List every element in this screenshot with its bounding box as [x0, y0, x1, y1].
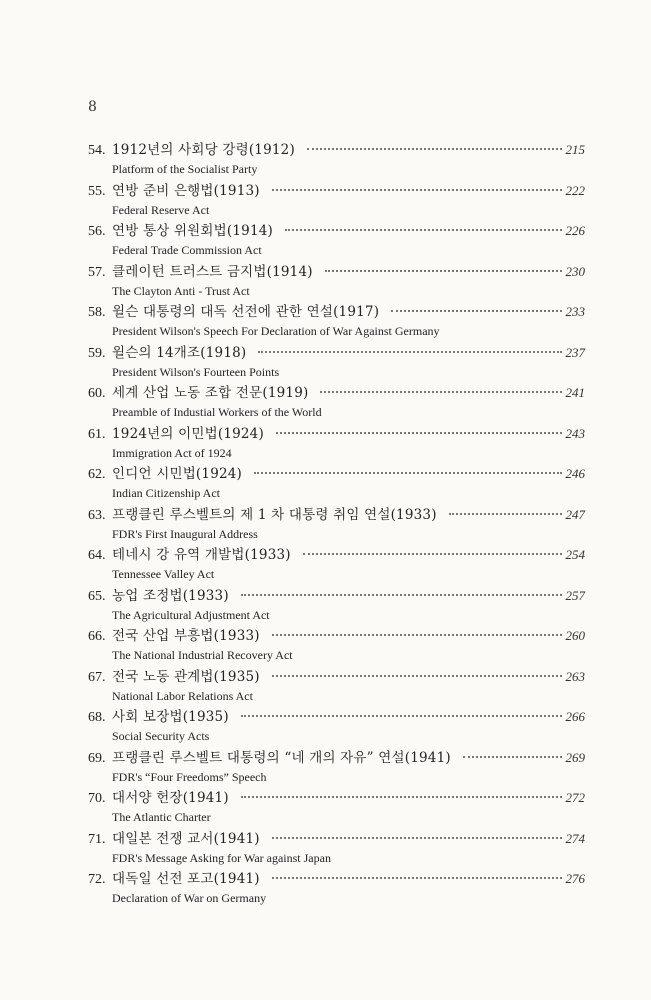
entry-english-title: The Agricultural Adjustment Act — [112, 607, 270, 622]
entry-number: 58. — [88, 305, 106, 320]
entry-korean-title: 대서양 헌장(1941) — [112, 790, 229, 806]
entry-number: 63. — [88, 507, 106, 523]
dot-leader — [303, 553, 562, 555]
toc-entry — [88, 746, 585, 787]
entry-korean-title: 연방 통상 위원회법(1914) — [112, 223, 274, 239]
toc-entry — [88, 665, 585, 706]
entry-korean-title: 테네시 강 유역 개발법(1933) — [112, 547, 291, 563]
entry-page: 269 — [565, 749, 585, 765]
entry-page: 276 — [565, 871, 585, 886]
entry-english-title: National Labor Relations Act — [112, 688, 253, 703]
dot-leader — [272, 189, 562, 191]
toc-entry — [88, 543, 585, 584]
entry-korean-title: 인디언 시민법(1924) — [112, 466, 243, 482]
table-of-contents — [88, 138, 585, 908]
dot-leader — [285, 229, 561, 231]
dot-leader — [258, 351, 561, 353]
toc-title-line — [88, 705, 585, 728]
entry-page: 263 — [565, 668, 585, 684]
entry-korean-title: 전국 산업 부흥법(1933) — [112, 628, 260, 644]
dot-leader — [272, 675, 562, 677]
entry-number: 72. — [88, 872, 106, 887]
page-number: 8 — [88, 99, 97, 115]
dot-leader — [320, 391, 561, 393]
entry-english-title: Preamble of Industial Workers of the World — [112, 405, 322, 419]
entry-english-title: Indian Citizenship Act — [112, 486, 220, 500]
entry-number: 56. — [88, 224, 106, 239]
entry-korean-title: 프랭클린 루스벨트의 제 1 차 대통령 취임 연설(1933) — [112, 506, 437, 523]
entry-number: 55. — [88, 183, 106, 199]
toc-title-line — [88, 746, 585, 769]
toc-title-line — [88, 219, 585, 242]
entry-english-title: The National Industrial Recovery Act — [112, 648, 293, 662]
entry-english-title: Declaration of War on Germany — [112, 891, 267, 905]
toc-entry — [88, 300, 585, 341]
entry-korean-title: 클레이턴 트러스트 금지법(1914) — [112, 263, 313, 280]
entry-page: 230 — [565, 263, 585, 279]
toc-entry — [88, 867, 585, 908]
dot-leader — [276, 432, 562, 434]
dot-leader — [391, 310, 561, 312]
toc-entry — [88, 786, 585, 827]
toc-title-line — [88, 462, 585, 485]
toc-entry — [88, 827, 585, 868]
toc-title-line — [88, 341, 585, 364]
entry-english-title: Social Security Acts — [112, 729, 210, 743]
entry-number: 57. — [88, 264, 106, 280]
entry-english-title: President Wilson's Speech For Declaration of War Against Germany — [112, 324, 440, 338]
entry-page: 241 — [565, 385, 585, 400]
dot-leader — [272, 837, 562, 839]
toc-entry — [88, 138, 585, 179]
entry-page: 215 — [565, 142, 585, 157]
entry-page: 254 — [565, 547, 585, 562]
entry-korean-title: 프랭클린 루스벨트 대통령의 “네 개의 자유” 연설(1941) — [112, 749, 451, 766]
toc-title-line — [88, 665, 585, 688]
entry-korean-title: 농업 조정법(1933) — [112, 587, 229, 604]
toc-entry — [88, 260, 585, 301]
entry-number: 62. — [88, 467, 106, 482]
entry-english-title: FDR's “Four Freedoms” Speech — [112, 769, 267, 784]
entry-english-title: The Clayton Anti - Trust Act — [112, 283, 250, 298]
toc-entry — [88, 219, 585, 260]
toc-title-line — [88, 786, 585, 809]
entry-page: 247 — [565, 506, 585, 522]
toc-title-line — [88, 260, 585, 283]
toc-entry — [88, 462, 585, 503]
entry-number: 68. — [88, 710, 106, 725]
entry-page: 246 — [565, 466, 585, 481]
toc-title-line — [88, 179, 585, 202]
dot-leader — [272, 877, 562, 879]
toc-title-line — [88, 624, 585, 647]
dot-leader — [463, 756, 562, 758]
toc-title-line — [88, 543, 585, 566]
entry-number: 69. — [88, 750, 106, 766]
toc-entry — [88, 422, 585, 463]
entry-number: 67. — [88, 669, 106, 685]
entry-page: 266 — [565, 709, 585, 724]
entry-english-title: Federal Trade Commission Act — [112, 243, 262, 257]
entry-korean-title: 1924년의 이민법(1924) — [112, 425, 264, 442]
entry-korean-title: 대일본 전쟁 교서(1941) — [112, 830, 260, 847]
toc-entry — [88, 624, 585, 665]
entry-english-title: Federal Reserve Act — [112, 202, 210, 217]
toc-entry — [88, 705, 585, 746]
entry-english-title: Platform of the Socialist Party — [112, 162, 258, 176]
toc-title-line — [88, 300, 585, 323]
dot-leader — [307, 148, 562, 150]
dot-leader — [254, 472, 561, 474]
toc-entry — [88, 341, 585, 382]
toc-title-line — [88, 867, 585, 890]
entry-korean-title: 대독일 선전 포고(1941) — [112, 871, 260, 887]
entry-page: 272 — [565, 790, 585, 805]
entry-number: 71. — [88, 831, 106, 847]
entry-korean-title: 연방 준비 은행법(1913) — [112, 182, 260, 199]
entry-english-title: The Atlantic Charter — [112, 810, 211, 824]
toc-entry — [88, 503, 585, 544]
toc-title-line — [88, 381, 585, 404]
toc-title-line — [88, 422, 585, 445]
toc-title-line — [88, 503, 585, 526]
toc-title-line — [88, 827, 585, 850]
dot-leader — [272, 634, 562, 636]
entry-english-title: FDR's Message Asking for War against Japan — [112, 850, 331, 865]
entry-number: 70. — [88, 791, 106, 806]
entry-english-title: Immigration Act of 1924 — [112, 445, 232, 460]
dot-leader — [241, 715, 562, 717]
dot-leader — [241, 796, 562, 798]
entry-number: 61. — [88, 426, 106, 442]
entry-english-title: FDR's First Inaugural Address — [112, 526, 258, 541]
entry-page: 260 — [565, 628, 585, 643]
entry-page: 233 — [565, 304, 585, 319]
entry-korean-title: 세계 산업 노동 조합 전문(1919) — [112, 385, 309, 401]
toc-entry — [88, 179, 585, 220]
dot-leader — [325, 270, 562, 272]
entry-english-title: President Wilson's Fourteen Points — [112, 364, 280, 379]
entry-number: 59. — [88, 345, 106, 361]
entry-korean-title: 전국 노동 관계법(1935) — [112, 668, 260, 685]
entry-korean-title: 사회 보장법(1935) — [112, 709, 229, 725]
entry-number: 54. — [88, 143, 106, 158]
entry-page: 257 — [565, 587, 585, 603]
toc-title-line — [88, 138, 585, 161]
entry-page: 237 — [565, 344, 585, 360]
entry-korean-title: 윌슨 대통령의 대독 선전에 관한 연설(1917) — [112, 304, 380, 320]
entry-korean-title: 윌슨의 14개조(1918) — [112, 344, 247, 361]
entry-number: 66. — [88, 629, 106, 644]
entry-english-title: Tennessee Valley Act — [112, 567, 215, 581]
toc-entry — [88, 381, 585, 422]
toc-entry — [88, 584, 585, 625]
entry-number: 65. — [88, 588, 106, 604]
toc-title-line — [88, 584, 585, 607]
dot-leader — [449, 513, 562, 515]
entry-korean-title: 1912년의 사회당 강령(1912) — [112, 142, 295, 158]
entry-number: 64. — [88, 548, 106, 563]
entry-page: 222 — [565, 182, 585, 198]
entry-number: 60. — [88, 386, 106, 401]
entry-page: 243 — [565, 425, 585, 441]
dot-leader — [241, 594, 562, 596]
entry-page: 274 — [565, 830, 585, 846]
entry-page: 226 — [565, 223, 585, 238]
